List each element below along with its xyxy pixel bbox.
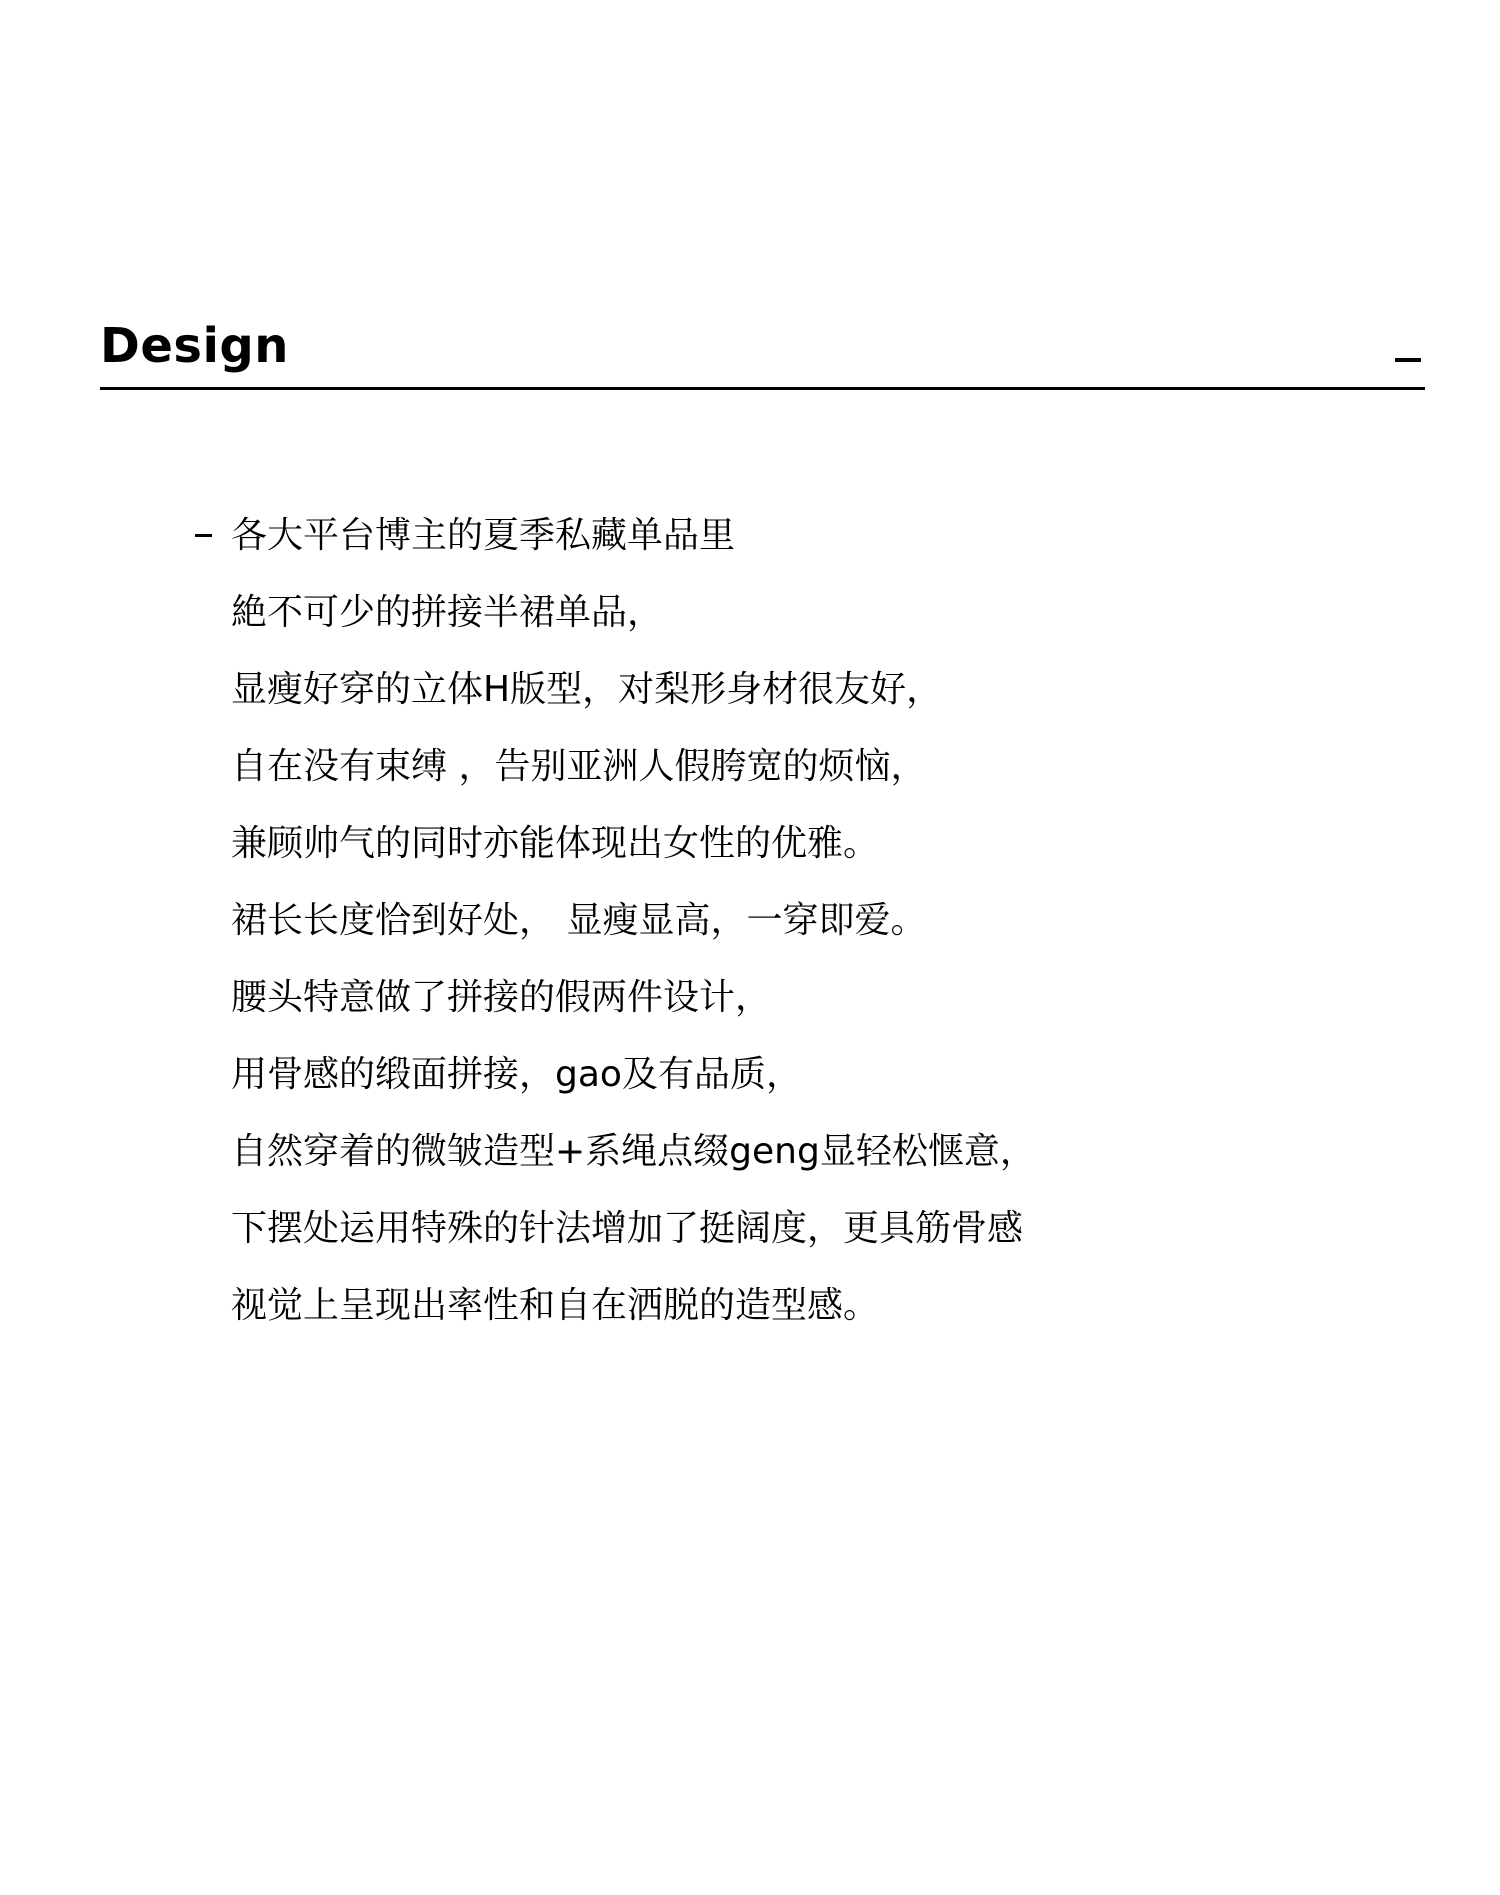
dash-bullet-icon	[195, 534, 212, 537]
description-line: 兼顾帅气的同时亦能体现出女性的优雅。	[231, 823, 880, 864]
divider-line	[100, 387, 1425, 390]
section-title: Design	[100, 318, 289, 374]
description-line: 视觉上呈现出率性和自在洒脱的造型感。	[231, 1285, 880, 1326]
description-line: 显瘦好穿的立体H版型，对梨形身材很友好，	[231, 669, 943, 710]
description-lines	[231, 505, 1036, 1352]
description-line: 腰头特意做了拼接的假两件设计，	[231, 977, 772, 1018]
description-line: 絶不可少的拼接半裙单品，	[231, 592, 664, 633]
description-line: 用骨感的缎面拼接，gao及有品质，	[231, 1054, 802, 1095]
section-header	[100, 310, 1425, 390]
description-line: 自然穿着的微皱造型+系绳点缀geng显轻松惬意，	[231, 1131, 1036, 1172]
description-line: 各大平台博主的夏季私藏单品里	[231, 515, 736, 556]
description-line: 下摆处运用特殊的针法增加了挺阔度，更具筋骨感	[231, 1208, 1024, 1249]
description-line: 裙长长度恰到好处， 显瘦显高，一穿即爱。	[231, 900, 927, 941]
underscore-mark	[1395, 358, 1421, 362]
description-line: 自在没有束缚 ，告别亚洲人假胯宽的烦恼，	[231, 746, 927, 787]
